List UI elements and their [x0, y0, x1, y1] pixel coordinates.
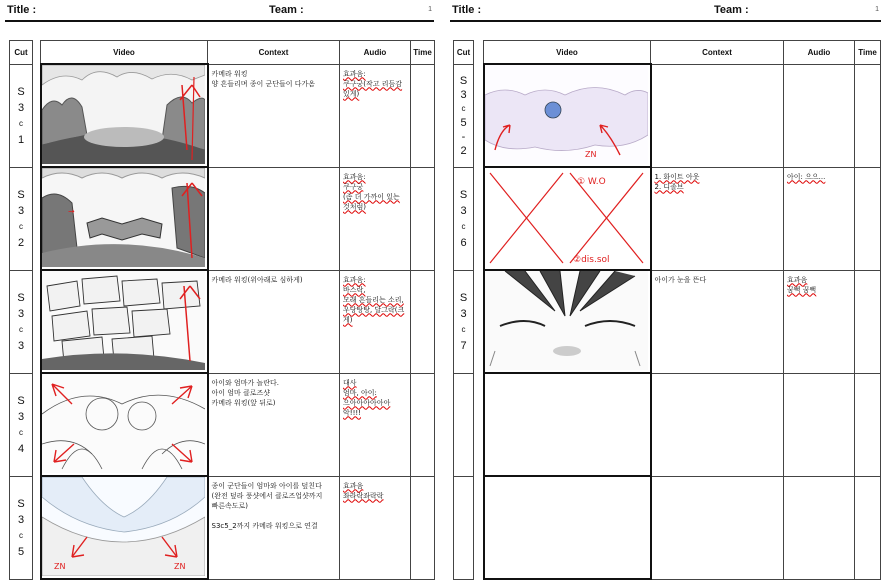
svg-text:ZN: ZN [173, 562, 185, 571]
cut-number: S 3 c 4 [10, 373, 33, 476]
context-cell: 종이 군단들이 엄마와 아이를 덮친다 (완전 덮라 풍샷에서 클로즈업샷까지 빠른속도로) S3c5_2까지 카메라 워킹으로 연결 [208, 476, 340, 579]
col-time: Time [411, 41, 435, 65]
cut-number: S 3 c 3 [10, 270, 33, 373]
table-row [454, 167, 881, 270]
cut-number: S 3 c 5 [10, 476, 33, 579]
context-cell: 카메라 워킹 양 흔들리며 종이 군단들이 다가옴 [208, 64, 340, 167]
audio-cell: 효과음: 쿠구궁 (좀 더 가까이 있는 것처럼) [340, 167, 411, 270]
context-cell: 아이와 엄마가 놀란다. 아이 엄마 클로즈샷 카메라 워킹(앞 뒤로) [208, 373, 340, 476]
time-cell [855, 167, 881, 270]
col-video: Video [484, 41, 651, 65]
sketch-note-dissol: ②dis.sol [572, 255, 610, 265]
cut-number: S 3 c 6 [454, 167, 474, 270]
time-cell [411, 64, 435, 167]
audio-cell: 효과음: 바스락, 모래 흔들리는 소리, 우당탕탕, 달그락(크게) [340, 270, 411, 373]
col-audio: Audio [784, 41, 855, 65]
video-frame [484, 270, 651, 373]
time-cell [411, 373, 435, 476]
title-label: Title : [7, 4, 37, 16]
team-label: Team : [269, 4, 304, 16]
video-frame [484, 373, 651, 476]
storyboard-page-right [450, 0, 881, 583]
col-context: Context [651, 41, 784, 65]
time-cell [855, 270, 881, 373]
video-frame [41, 270, 208, 373]
sketch-image [485, 168, 648, 267]
cut-number: S 3 c 1 [10, 64, 33, 167]
context-cell [208, 167, 340, 270]
audio-cell: 효과음 좌라락좌락락 [340, 476, 411, 579]
page-number: 1 [875, 6, 879, 13]
sketch-note-wo: ① W.O [576, 177, 606, 187]
video-frame [41, 64, 208, 167]
audio-cell [784, 476, 855, 579]
cut-number [454, 373, 474, 476]
time-cell [855, 476, 881, 579]
context-cell: 아이가 눈을 뜬다 [651, 270, 784, 373]
time-cell [411, 476, 435, 579]
title-label: Title : [452, 4, 482, 16]
col-cut: Cut [10, 41, 33, 65]
table-row [10, 373, 435, 476]
storyboard-table [453, 40, 881, 580]
cut-number: S 3 c 2 [10, 167, 33, 270]
time-cell [411, 270, 435, 373]
video-frame [484, 64, 651, 167]
audio-cell: 아이: 으으... [784, 167, 855, 270]
table-row [454, 270, 881, 373]
svg-text:ZN: ZN [53, 562, 65, 571]
table-header-row [454, 41, 881, 65]
sketch-image [42, 271, 205, 370]
audio-cell [784, 373, 855, 476]
sketch-image [485, 65, 648, 164]
sketch-image [42, 477, 205, 576]
page-header [5, 0, 434, 22]
sketch-image [42, 168, 205, 267]
sketch-image [42, 374, 205, 473]
storyboard-table [9, 40, 435, 580]
table-row [10, 270, 435, 373]
audio-cell: 효과음: 쿠구궁(작고 리듬감있게) [340, 64, 411, 167]
table-row [10, 476, 435, 579]
time-cell [411, 167, 435, 270]
col-video: Video [41, 41, 208, 65]
team-label: Team : [714, 4, 749, 16]
context-cell [651, 64, 784, 167]
page-number: 1 [428, 6, 432, 13]
storyboard-page-left [5, 0, 434, 583]
audio-cell [784, 64, 855, 167]
video-frame [41, 476, 208, 579]
context-cell: 1. 화이트 아웃 2. 디졸브 [651, 167, 784, 270]
svg-text:→: → [67, 207, 75, 216]
page-header [450, 0, 881, 22]
table-row [10, 64, 435, 167]
table-header-row [10, 41, 435, 65]
table-row [10, 167, 435, 270]
table-row [454, 64, 881, 167]
context-cell [651, 373, 784, 476]
cut-number [454, 476, 474, 579]
cut-number: S 3 c 7 [454, 270, 474, 373]
table-row [454, 373, 881, 476]
audio-cell: 대사 엄마, 아이: 으아아아아아아악!!!! [340, 373, 411, 476]
video-frame [484, 476, 651, 579]
time-cell [855, 64, 881, 167]
col-time: Time [855, 41, 881, 65]
sketch-image [42, 65, 205, 164]
context-cell: 카메라 워킹(위아래로 심하게) [208, 270, 340, 373]
table-row [454, 476, 881, 579]
video-frame [41, 167, 208, 270]
col-context: Context [208, 41, 340, 65]
video-frame [484, 167, 651, 270]
svg-text:ZN: ZN [584, 150, 596, 159]
audio-cell: 효과음 꿈뻑 꿈뻑 [784, 270, 855, 373]
context-cell [651, 476, 784, 579]
time-cell [855, 373, 881, 476]
col-cut: Cut [454, 41, 474, 65]
video-frame [41, 373, 208, 476]
col-audio: Audio [340, 41, 411, 65]
cut-number: S 3 c 5 - 2 [454, 64, 474, 167]
sketch-image [485, 271, 648, 370]
